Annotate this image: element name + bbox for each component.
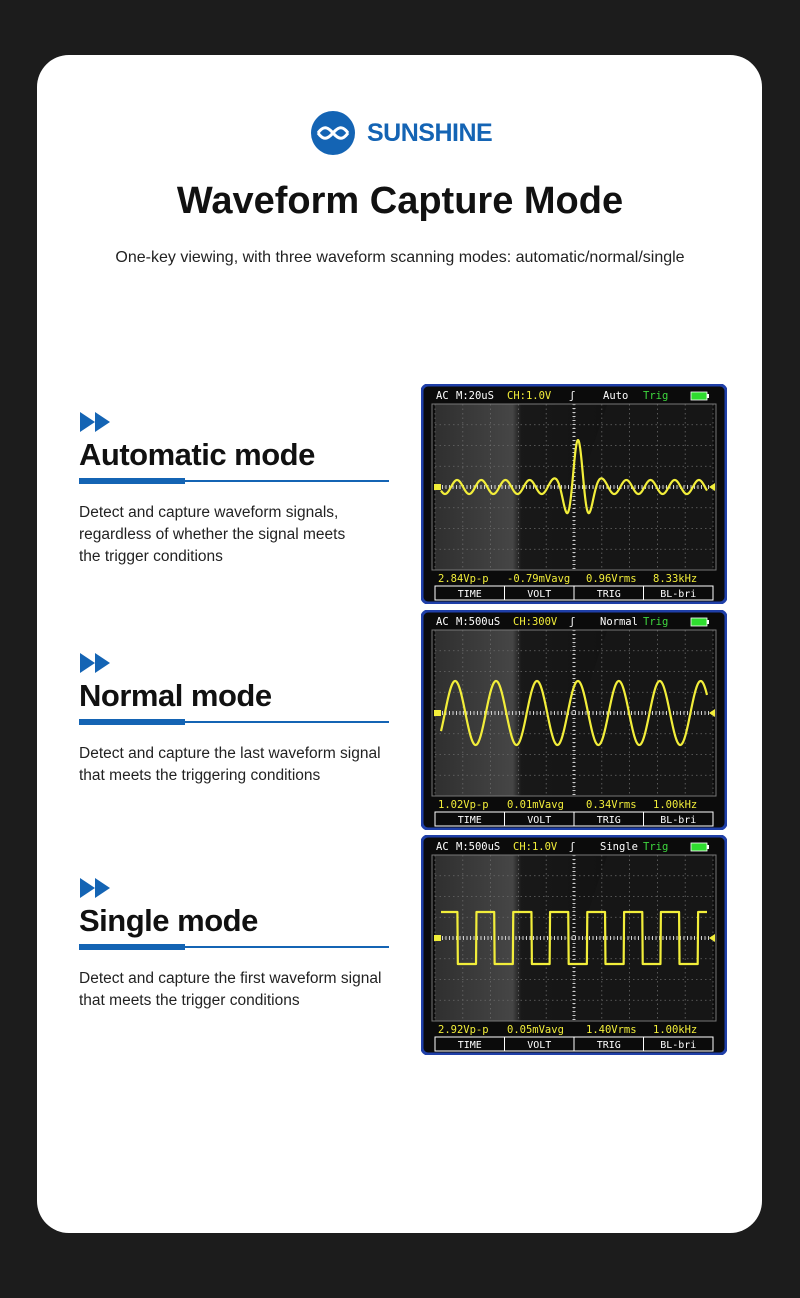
coupling-label: AC [436,390,449,402]
measurement-reading: 2.92Vp-p [438,1024,489,1036]
battery-icon [691,843,707,851]
oscilloscope-screen-normal [421,610,727,830]
oscilloscope-screen-auto [421,384,727,604]
mode-title: Single mode [79,903,258,938]
page-title: Waveform Capture Mode [176,180,624,222]
menu-label: TRIG [596,1040,621,1051]
menu-label: BL-bri [660,1040,697,1051]
menu-item-time[interactable] [458,815,482,826]
menu-label: BL-bri [660,589,697,600]
capture-mode-label: Normal [600,616,638,628]
battery-icon [691,618,707,626]
measurement-reading: 1.00kHz [653,1024,698,1036]
timebase-label: M:500uS [456,841,501,853]
menu-label: TIME [457,589,482,600]
measurement-reading: 0.05mVavg [507,1024,564,1036]
channel-marker [434,484,441,490]
menu-label: VOLT [527,589,552,600]
fast-forward-icon [79,411,113,433]
trigger-edge-icon: ʃ [569,390,576,402]
mode-description: Detect and capture the first waveform signal that meets the trigger conditions [79,970,382,1009]
mode-underline [79,720,389,723]
fast-forward-icon [79,877,113,899]
coupling-label: AC [436,616,449,628]
mode-underline [79,945,389,948]
trigger-edge-icon: ʃ [569,841,576,853]
measurement-reading: 8.33kHz [653,573,698,585]
oscilloscope-screen-single [421,835,727,1055]
menu-label: TIME [457,815,482,826]
menu-label: TRIG [596,589,621,600]
measurement-reading: 1.00kHz [653,799,698,811]
channel-scale-label: CH:1.0V [507,390,552,402]
timebase-label: M:500uS [456,616,501,628]
channel-scale-label: CH:300V [513,616,558,628]
measurement-reading: 1.02Vp-p [438,799,489,811]
capture-mode-label: Auto [603,390,629,402]
page-subtitle: One-key viewing, with three waveform scanning modes: automatic/normal/single [115,249,685,266]
trig-status-label: Trig [643,390,669,402]
measurement-reading: 0.96Vrms [586,573,637,585]
trig-status-label: Trig [643,616,669,628]
measurement-reading: 2.84Vp-p [438,573,489,585]
measurement-reading: -0.79mVavg [507,573,571,585]
menu-label: TRIG [596,815,621,826]
mode-normal [79,652,399,787]
capture-mode-label: Single [600,841,638,853]
mode-automatic [79,411,399,568]
fast-forward-icon [79,652,113,674]
sunshine-logo-icon [311,111,355,155]
brand-header [311,110,492,156]
mode-single [79,877,399,1012]
trigger-edge-icon: ʃ [569,616,576,628]
mode-description: Detect and capture waveform signals, regardless of whether the signal meets the trigger conditions [79,504,346,565]
menu-item-time[interactable] [458,1040,482,1051]
menu-label: TIME [457,1040,482,1051]
mode-title: Automatic mode [79,437,315,472]
battery-icon [691,392,707,400]
menu-item-time[interactable] [458,589,482,600]
channel-marker [434,710,441,716]
timebase-label: M:20uS [456,390,494,402]
channel-scale-label: CH:1.0V [513,841,558,853]
mode-underline [79,479,389,482]
menu-label: BL-bri [660,815,697,826]
mode-description: Detect and capture the last waveform signal that meets the triggering conditions [79,745,381,784]
brand-name: SUNSHINE [367,118,493,147]
trig-status-label: Trig [643,841,669,853]
coupling-label: AC [436,841,449,853]
channel-marker [434,935,441,941]
mode-title: Normal mode [79,678,272,713]
menu-label: VOLT [527,815,552,826]
measurement-reading: 0.01mVavg [507,799,564,811]
measurement-reading: 1.40Vrms [586,1024,637,1036]
measurement-reading: 0.34Vrms [586,799,637,811]
menu-label: VOLT [527,1040,552,1051]
